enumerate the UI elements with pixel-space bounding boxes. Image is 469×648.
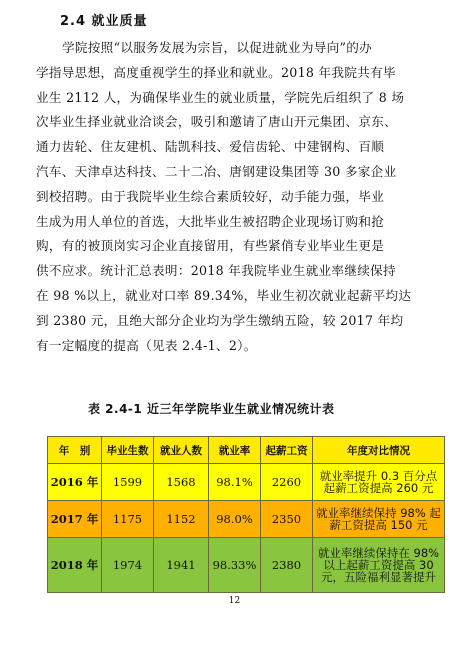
header-employed: 就业人数 bbox=[154, 437, 209, 464]
section-heading: 2.4 就业质量 bbox=[60, 14, 148, 29]
table-row bbox=[48, 464, 445, 501]
paragraph-line: 到 2380 元，且绝大部分企业均为学生缴纳五险，较 2017 年均 bbox=[36, 312, 404, 328]
cell-salary: 2380 bbox=[261, 538, 313, 593]
cell-employed: 1568 bbox=[154, 464, 209, 501]
cell-employed: 1152 bbox=[154, 501, 209, 538]
cell-salary: 2260 bbox=[261, 464, 313, 501]
paragraph-line: 生成为用人单位的首选，大批毕业生被招聘企业现场订购和抢 bbox=[36, 213, 385, 229]
paragraph-line: 次毕业生择业就业洽谈会，吸引和邀请了唐山开元集团、京东、 bbox=[36, 114, 398, 130]
paragraph-line: 学院按照“以服务发展为宗旨，以促进就业为导向”的办 bbox=[62, 40, 373, 55]
header-graduates: 毕业生数 bbox=[102, 437, 154, 464]
cell-employed: 1941 bbox=[154, 538, 209, 593]
paragraph-line: 汽车、天津卓达科技、二十二冶、唐钢建设集团等 30 多家企业 bbox=[36, 163, 397, 179]
table-header-row bbox=[48, 437, 445, 464]
header-comparison: 年度对比情况 bbox=[313, 437, 445, 464]
header-rate: 就业率 bbox=[209, 437, 261, 464]
cell-graduates: 1599 bbox=[102, 464, 154, 501]
paragraph-line: 在 98 %以上，就业对口率 89.34%，毕业生初次就业起薪平均达 bbox=[36, 287, 412, 303]
page-number: 12 bbox=[228, 596, 241, 606]
employment-stats-table bbox=[47, 436, 445, 593]
paragraph-line: 到校招聘。由于我院毕业生综合素质较好，动手能力强，毕业 bbox=[36, 188, 385, 204]
paragraph-line: 学指导思想，高度重视学生的择业和就业。2018 年我院共有毕 bbox=[36, 64, 396, 80]
paragraph-line: 供不应求。统计汇总表明：2018 年我院毕业生就业率继续保持 bbox=[36, 263, 396, 279]
cell-comparison: 就业率提升 0.3 百分点 起薪工资提高 260 元 bbox=[313, 464, 445, 501]
cell-year: 2017 年 bbox=[48, 501, 102, 538]
table-row bbox=[48, 538, 445, 593]
paragraph-line: 购，有的被顶岗实习企业直接留用，有些紧俏专业毕业生更是 bbox=[36, 238, 385, 254]
cell-rate: 98.1% bbox=[209, 464, 261, 501]
cell-rate: 98.33% bbox=[209, 538, 261, 593]
table-row bbox=[48, 501, 445, 538]
cell-graduates: 1175 bbox=[102, 501, 154, 538]
paragraph-line: 有一定幅度的提高（见表 2.4-1、2）。 bbox=[36, 337, 257, 353]
cell-salary: 2350 bbox=[261, 501, 313, 538]
cell-year: 2018 年 bbox=[48, 538, 102, 593]
cell-year: 2016 年 bbox=[48, 464, 102, 501]
header-salary: 起薪工资 bbox=[261, 437, 313, 464]
cell-graduates: 1974 bbox=[102, 538, 154, 593]
body-paragraph bbox=[36, 36, 436, 358]
cell-comparison: 就业率继续保持在 98% 以上起薪工资提高 30 元，五险福利显著提升 bbox=[313, 538, 445, 593]
cell-rate: 98.0% bbox=[209, 501, 261, 538]
paragraph-line: 业生 2112 人，为确保毕业生的就业质量，学院先后组织了 8 场 bbox=[36, 89, 405, 105]
table-title: 表 2.4-1 近三年学院毕业生就业情况统计表 bbox=[88, 402, 335, 416]
paragraph-line: 通力齿轮、住友建机、陆凯科技、爱信齿轮、中建钢构、百顺 bbox=[36, 139, 385, 155]
cell-comparison: 就业率继续保持 98% 起薪工资提高 150 元 bbox=[313, 501, 445, 538]
header-year: 年 别 bbox=[48, 437, 102, 464]
